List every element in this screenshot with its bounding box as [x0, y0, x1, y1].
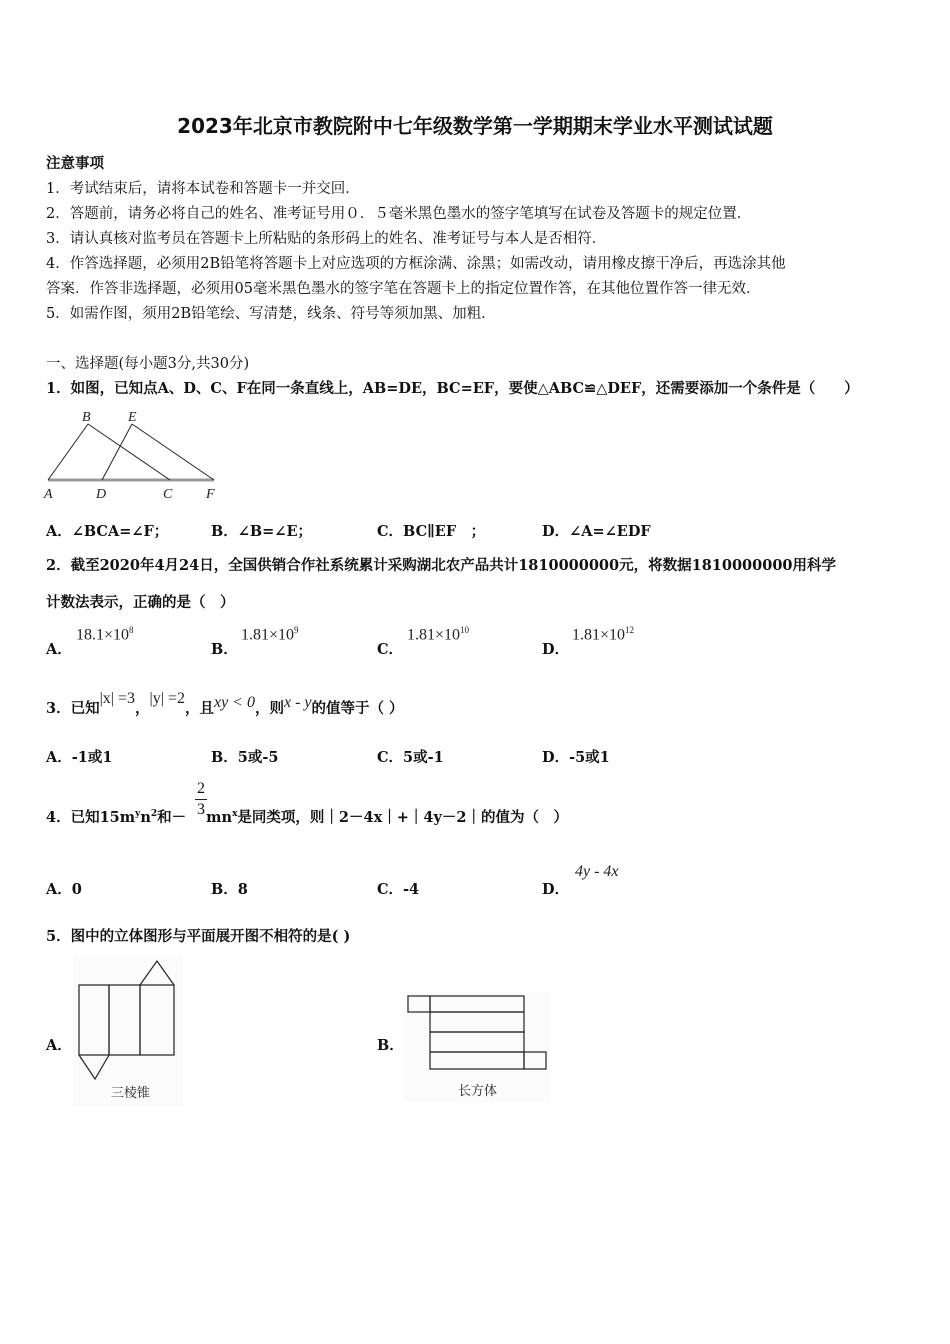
q2-option-d-letter: D． [542, 641, 570, 658]
notice-item: 1．考试结束后，请将本试卷和答题卡一并交回． [46, 181, 360, 197]
q3-option-a: A．-1或1 [46, 749, 113, 766]
q4-option-d-expr: 4y - 4x [575, 863, 619, 880]
q3-expr-abs-y: |y| =2 [149, 690, 185, 707]
q1-option-a: A．∠BCA=∠F； [46, 523, 169, 540]
q5-option-a: A． [46, 1037, 72, 1054]
q4-fraction-bar [195, 799, 207, 800]
segment-bc [88, 424, 170, 480]
q5-net-b-figure [404, 992, 550, 1102]
label-f: F [206, 487, 215, 502]
q1-option-d: D．∠A=∠EDF [542, 523, 651, 540]
q3-option-d: D．-5或1 [542, 749, 610, 766]
question-2-stem-line1: 2．截至2020年4月24日，全国供销合作社系统累计采购湖北农产品共计1810000000元，将数据1810000000用科学 [46, 557, 836, 574]
figure-bg [73, 955, 183, 1105]
q3-expr-x-minus-y: x - y [283, 694, 312, 711]
q4-fraction [193, 780, 209, 819]
q1-triangle-figure [44, 408, 224, 503]
q5-option-b: B． [377, 1037, 404, 1054]
q4-and: 和－ [157, 809, 187, 826]
question-3-stem [46, 690, 404, 718]
label-c: C [163, 487, 173, 502]
q2-option-b-letter: B． [211, 641, 238, 658]
q4-prefix: 4．已知15m [46, 809, 136, 826]
notice-item: 答案．作答非选择题，必须用05毫米黑色墨水的签字笔在答题卡上的指定位置作答，在其他位置作答一律无效． [46, 281, 761, 297]
q5-net-a-figure [73, 955, 183, 1105]
q4-fraction-denominator: 3 [197, 801, 205, 818]
question-1-stem: 1．如图，已知点A、D、C、F在同一条直线上，AB=DE，BC=EF，要使△ABC≌△DEF，还需要添加一个条件是（ ） [46, 380, 859, 397]
notice-heading: 注意事项 [46, 155, 104, 172]
q3-sep: ， [135, 700, 150, 717]
q2-option-a-letter: A． [46, 641, 72, 658]
q3-prefix: 3．已知 [46, 700, 100, 717]
q3-mid2: ，则 [254, 700, 284, 717]
segment-ab [48, 424, 88, 480]
q4-option-c: C．-4 [377, 881, 420, 898]
question-5-stem: 5．图中的立体图形与平面展开图不相符的是( ) [46, 928, 351, 945]
label-d: D [96, 487, 107, 502]
q4-mn: mn [206, 809, 233, 826]
q1-option-c: C．BC∥EF ； [377, 523, 486, 540]
segment-ef [132, 424, 214, 480]
q3-condition: xy < 0 [213, 694, 255, 711]
q4-sup-y: y [135, 809, 141, 820]
q2-option-c-letter: C． [377, 641, 404, 658]
q4-option-d: D． [542, 881, 570, 898]
question-2-stem-line2: 计数法表示，正确的是（ ） [46, 594, 235, 611]
notice-item: 3．请认真核对监考员在答题卡上所粘贴的条形码上的姓名、准考证号与本人是否相符． [46, 231, 607, 247]
q2-option-d-expr: $1.81\times 10^{12}$ [572, 625, 635, 644]
label-b: B [82, 410, 91, 425]
net-b-caption: 长方体 [458, 1084, 498, 1099]
q4-fraction-numerator: 2 [197, 780, 205, 797]
q3-expr-abs-x: |x| =3 [99, 690, 136, 707]
q4-option-b: B．8 [211, 881, 248, 898]
q4-sup-x: x [232, 809, 238, 820]
page-title: 2023年北京市教院附中七年级数学第一学期期末学业水平测试试题 [177, 114, 773, 138]
label-a: A [44, 487, 53, 502]
q2-option-b-expr: $1.81\times 10^9$ [241, 625, 299, 644]
q3-suffix: 的值等于（ ） [311, 700, 404, 717]
q1-option-b: B．∠B=∠E； [211, 523, 313, 540]
q3-mid: ，且 [184, 700, 214, 717]
q4-option-a: A．0 [46, 881, 82, 898]
section-heading: 一、选择题(每小题3分,共30分) [46, 356, 250, 372]
segment-de [102, 424, 132, 480]
q4-n: n [140, 809, 151, 826]
net-a-caption: 三棱锥 [111, 1086, 151, 1101]
q2-option-a-expr: $18.1\times 10^8$ [76, 625, 134, 644]
question-4-stem [46, 806, 568, 827]
q3-option-c: C．5或-1 [377, 749, 444, 766]
q4-suffix: 是同类项，则｜2－4x｜+｜4y－2｜的值为（ ） [237, 809, 569, 826]
notice-item: 4．作答选择题，必须用2B铅笔将答题卡上对应选项的方框涂满、涂黑；如需改动，请用橡皮擦干净后，再选涂其他 [46, 256, 786, 272]
q3-option-b: B．5或-5 [211, 749, 279, 766]
notice-item: 5．如需作图，须用2B铅笔绘、写清楚，线条、符号等须加黑、加粗． [46, 306, 496, 322]
q2-option-c-expr: $1.81\times 10^{10}$ [407, 625, 470, 644]
label-e: E [128, 410, 137, 425]
notice-item: 2．答题前，请务必将自己的姓名、准考证号用０．５毫米黑色墨水的签字笔填写在试卷及答题卡的规定位置． [46, 206, 752, 222]
q4-sup-2: 2 [150, 809, 158, 820]
